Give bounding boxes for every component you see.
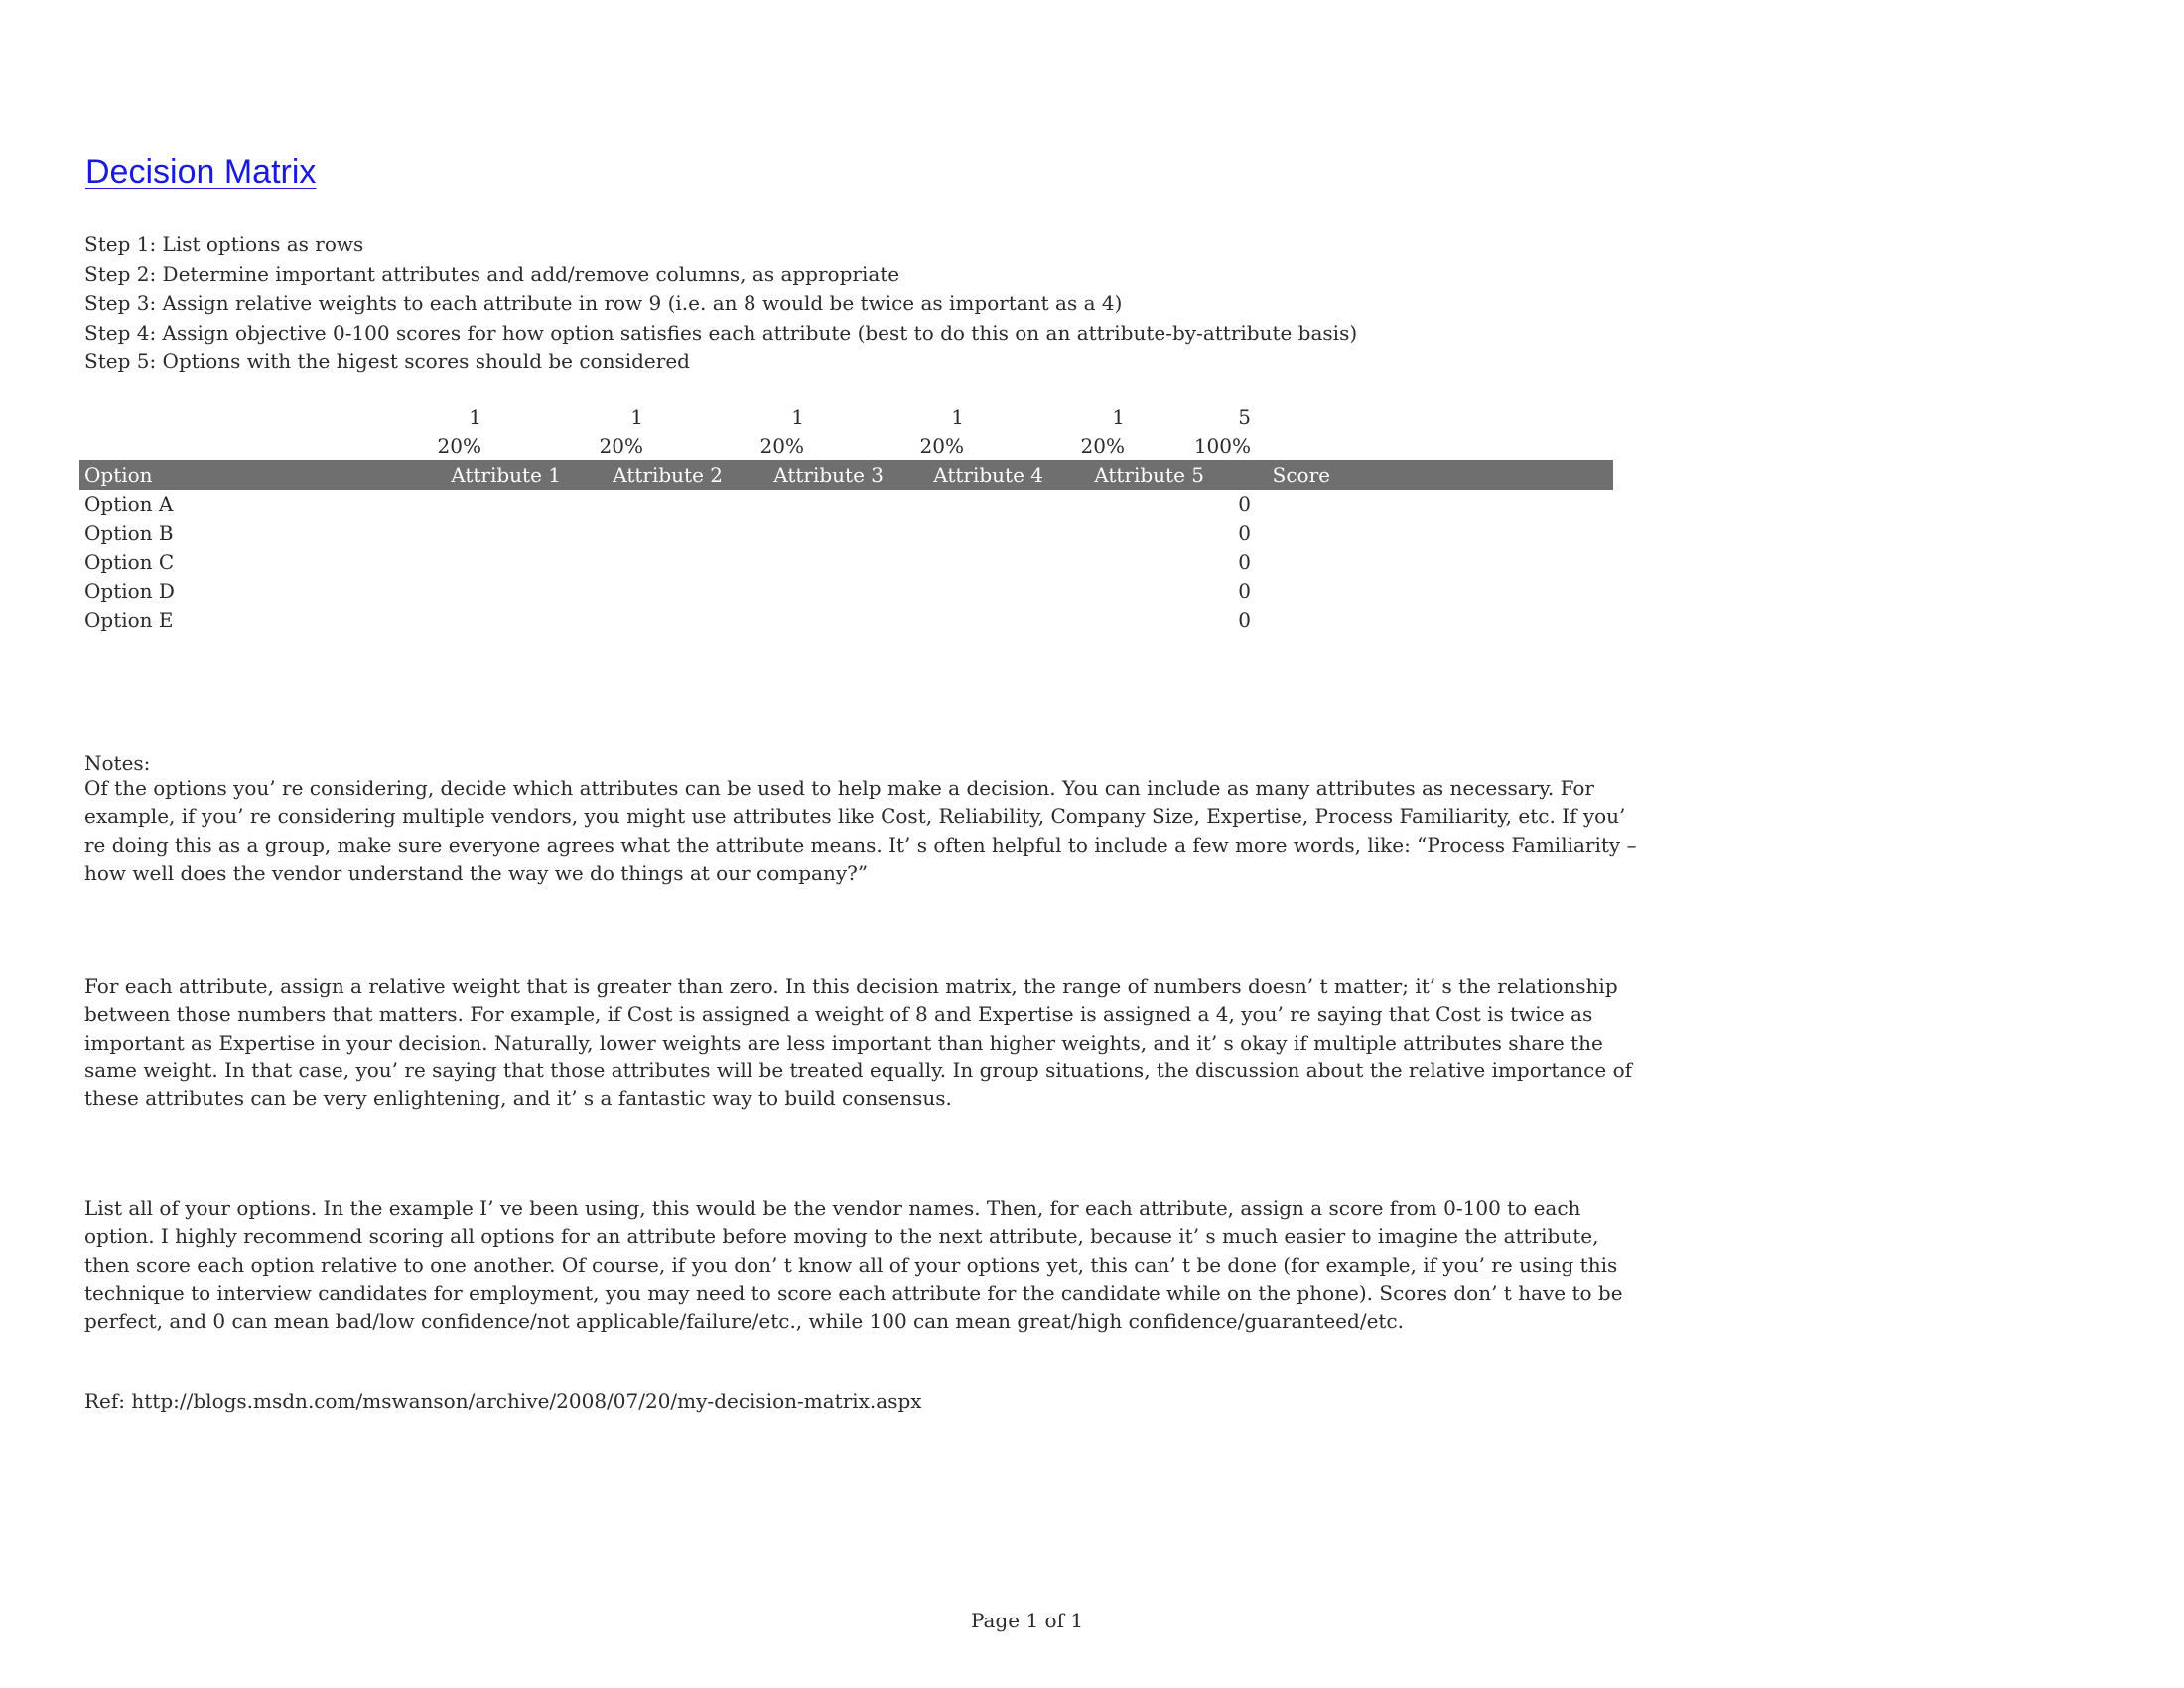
header-attribute-4: Attribute 4 [933, 463, 1043, 487]
step-3: Step 3: Assign relative weights to each attribute in row 9 (i.e. an 8 would be twice as important as a 4) [84, 291, 1123, 315]
pct-attribute-1: 20% [437, 434, 481, 458]
weight-attribute-5: 1 [1112, 405, 1125, 429]
option-name: Option A [84, 492, 174, 516]
page-title[interactable]: Decision Matrix [85, 153, 317, 191]
notes-paragraph-3: List all of your options. In the example I’ ve been using, this would be the vendor names. Then, for each attribute, assign a score from 0-100 to each option. I highly recommend scoring all options for an attribute before moving to the next attribute, because it’ s much easier to imagine the attribute, then score each option relative to one another. Of course, if you don’ t know all of your options yet, this can’ t be done (for example, if you’ re using this technique to interview candidates for employment, you may need to score each attribute for the candidate while on the phone). Scores don’ t have to be perfect, and 0 can mean bad/low confidence/not applicable/failure/etc., while 100 can mean great/high confidence/guaranteed/etc. [84, 1196, 1623, 1334]
notes-paragraph-2: For each attribute, assign a relative weight that is greater than zero. In this decision matrix, the range of numbers doesn’ t matter; it’ s the relationship between those numbers that matters. For example, if Cost is assigned a weight of 8 and Expertise is assigned a 4, you’ re saying that Cost is twice as important as Expertise in your decision. Naturally, lower weights are less important than higher weights, and it’ s okay if multiple attributes share the same weight. In that case, you’ re saying that those attributes will be treated equally. In group situations, the discussion about the relative importance of these attributes can be very enlightening, and it’ s a fantastic way to build consensus. [84, 974, 1633, 1111]
pct-attribute-4: 20% [919, 434, 964, 458]
option-name: Option D [84, 579, 175, 603]
header-attribute-3: Attribute 3 [773, 463, 884, 487]
header-score: Score [1272, 463, 1330, 487]
percentages-row [0, 432, 1291, 461]
table-row [0, 548, 1291, 577]
weight-attribute-4: 1 [951, 405, 964, 429]
step-4: Step 4: Assign objective 0-100 scores for how option satisfies each attribute (best to do this on an attribute-by-attribute basis) [84, 320, 1358, 345]
header-attribute-1: Attribute 1 [451, 463, 561, 487]
option-name: Option C [84, 550, 175, 574]
pct-total: 100% [1193, 434, 1251, 458]
option-score: 0 [1238, 608, 1251, 632]
steps-list [84, 230, 1357, 377]
weights-row [0, 403, 1291, 432]
option-score: 0 [1238, 550, 1251, 574]
weight-total: 5 [1238, 405, 1251, 429]
notes-label: Notes: [84, 751, 151, 774]
header-attribute-5: Attribute 5 [1094, 463, 1204, 487]
step-5: Step 5: Options with the higest scores should be considered [84, 350, 690, 373]
option-name: Option E [84, 608, 174, 632]
table-row [0, 577, 1291, 606]
table-header [79, 460, 1613, 490]
notes-paragraph-1: Of the options you’ re considering, decide which attributes can be used to help make a decision. You can include as many attributes as necessary. For example, if you’ re considering multiple vendors, you might use attributes like Cost, Reliability, Company Size, Expertise, Process Familiarity, etc. If you’ re doing this as a group, make sure everyone agrees what the attribute means. It’ s often helpful to include a few more words, like: “Process Familiarity – how well does the vendor understand the way we do things at our company?” [84, 776, 1637, 885]
pct-attribute-5: 20% [1080, 434, 1125, 458]
table-row [0, 606, 1291, 634]
step-1: Step 1: List options as rows [84, 232, 364, 256]
option-name: Option B [84, 521, 174, 545]
weight-attribute-2: 1 [630, 405, 643, 429]
table-row [0, 519, 1291, 548]
weight-attribute-1: 1 [469, 405, 481, 429]
header-option: Option [84, 463, 153, 487]
pct-attribute-3: 20% [759, 434, 804, 458]
weight-attribute-3: 1 [791, 405, 804, 429]
option-score: 0 [1238, 579, 1251, 603]
table-row [0, 491, 1291, 519]
page-footer: Page 1 of 1 [971, 1609, 1084, 1632]
header-attribute-2: Attribute 2 [613, 463, 723, 487]
option-score: 0 [1238, 492, 1251, 516]
option-score: 0 [1238, 521, 1251, 545]
reference-link[interactable]: Ref: http://blogs.msdn.com/mswanson/archive/2008/07/20/my-decision-matrix.aspx [84, 1389, 922, 1413]
step-2: Step 2: Determine important attributes and add/remove columns, as appropriate [84, 261, 900, 286]
pct-attribute-2: 20% [599, 434, 643, 458]
